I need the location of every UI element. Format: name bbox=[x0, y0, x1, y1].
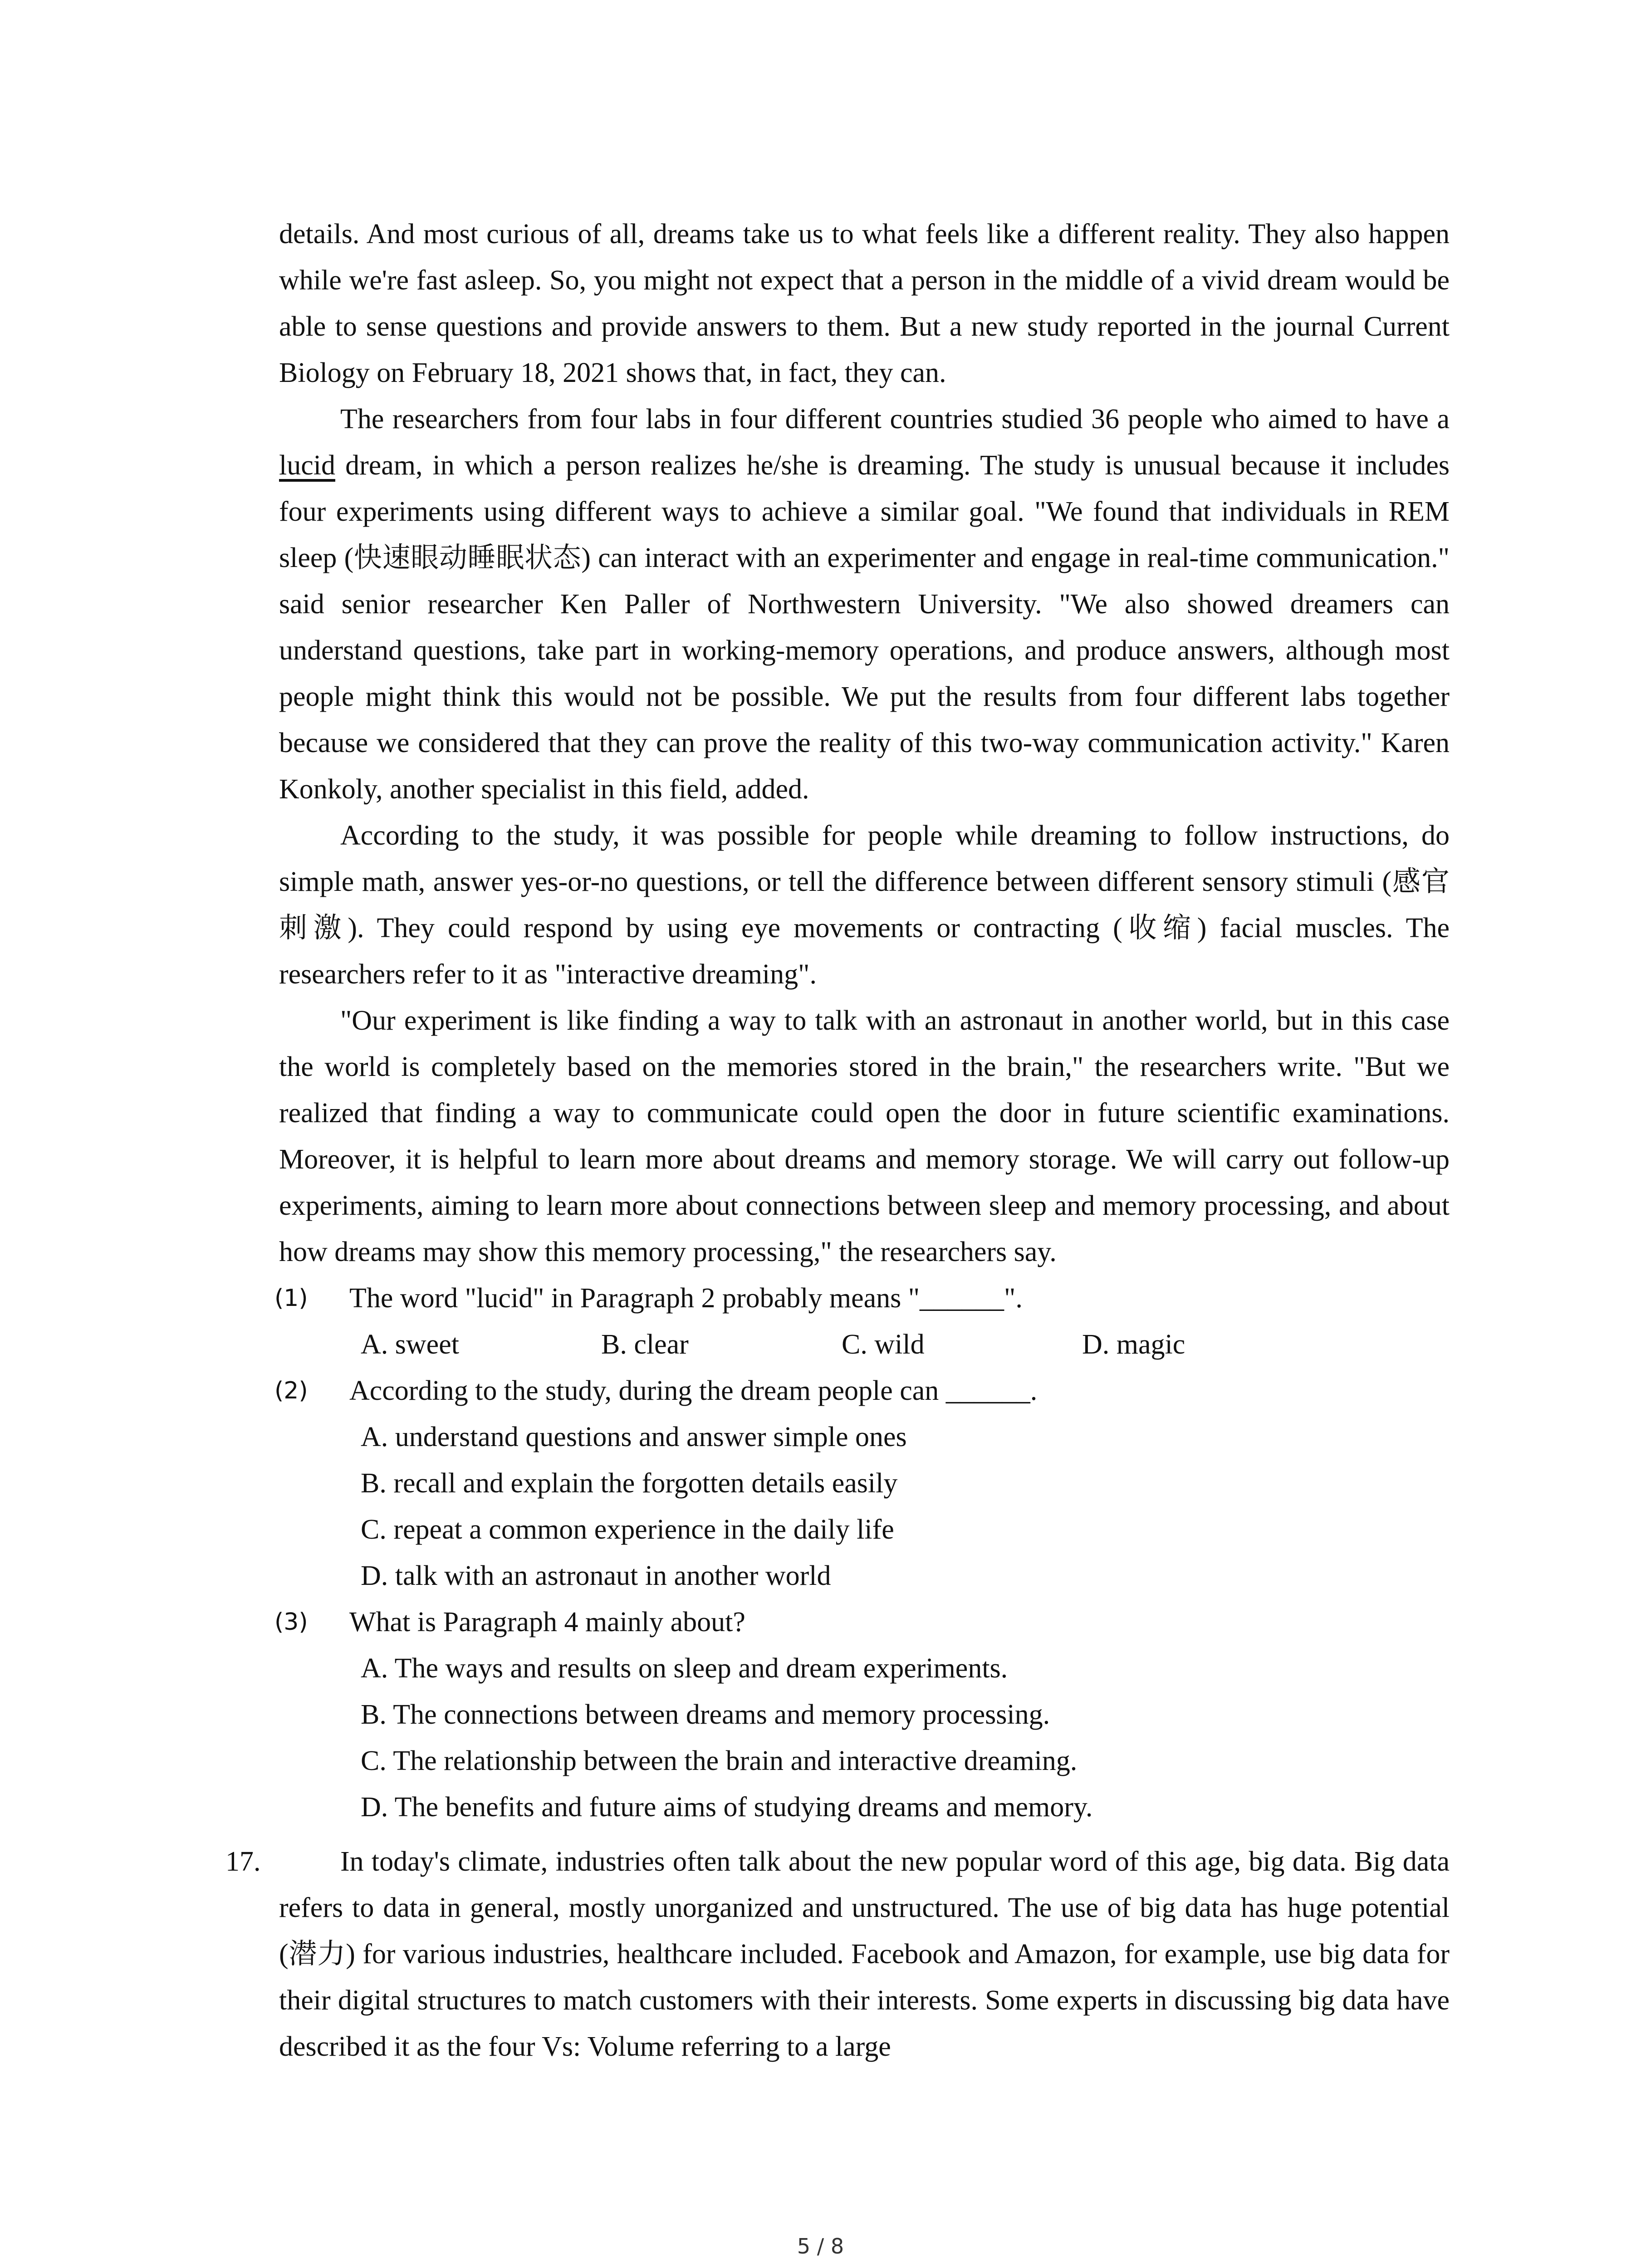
option-b: B. clear bbox=[601, 1329, 689, 1360]
option-c: C. repeat a common experience in the daily life bbox=[361, 1514, 894, 1545]
option-d: D. magic bbox=[1082, 1329, 1185, 1360]
question-stem: What is Paragraph 4 mainly about? bbox=[349, 1607, 745, 1637]
question-number: (2) bbox=[274, 1377, 308, 1404]
question-1 bbox=[274, 1275, 1450, 1321]
option-d: D. talk with an astronaut in another world bbox=[361, 1560, 831, 1591]
passage-paragraph-2 bbox=[279, 396, 1450, 812]
passage-paragraph-1: details. And most curious of all, dreams take us to what feels like a different reality. They also happen while we're fast asleep. So, you might not expect that a person in the middle of a vivid dream would be able to sense questions and provide answers to them. But a new study reported in the journal Current Biology on February 18, 2021 shows that, in fact, they can. bbox=[279, 219, 1450, 388]
question-number: 17. bbox=[225, 1846, 261, 1877]
passage-paragraph-4: "Our experiment is like finding a way to talk with an astronaut in another world, but in this case the world is completely based on the memories stored in the brain," the researchers write. "But we realized that finding a way to communicate could open the door in future scientific examinations. Moreover, it is helpful to learn more about dreams and memory storage. We will carry out follow-up experiments, aiming to learn more about connections between sleep and memory processing, and about how dreams may show this memory processing," the researchers say. bbox=[279, 1005, 1450, 1267]
paragraph-2-text-end: dream, in which a person realizes he/she is dreaming. The study is unusual because it includes four experiments using different ways to achieve a similar goal. "We found that individuals in REM sleep (快速眼动睡眠状态) can interact with an experimenter and engage in real-time communication." said senior researcher Ken Paller of Northwestern University. "We also showed dreamers can understand questions, take part in working-memory operations, and produce answers, although most people might think this would not be possible. We put the results from four different labs together because we considered that they can prove the reality of this two-way communication activity." Karen Konkoly, another specialist in this field, added. bbox=[279, 450, 1450, 805]
question-3-options bbox=[279, 1645, 1450, 1830]
question-1-options bbox=[279, 1321, 1450, 1368]
option-a: A. understand questions and answer simple ones bbox=[361, 1422, 907, 1452]
paragraph-2-text-start: The researchers from four labs in four different countries studied 36 people who aimed to have a bbox=[340, 404, 1450, 435]
question-17 bbox=[225, 1838, 1450, 2070]
question-3 bbox=[274, 1599, 1450, 1645]
option-a: A. The ways and results on sleep and dream experiments. bbox=[361, 1653, 1008, 1684]
question-17-passage: In today's climate, industries often talk about the new popular word of this age, big data. Big data refers to data in general, mostly unorganized and unstructured. The use of big data has huge potential (潜力) for various industries, healthcare included. Facebook and Amazon, for example, use big data for their digital structures to match customers with their interests. Some experts in discussing big data have described it as the four Vs: Volume referring to a large bbox=[279, 1846, 1450, 2062]
option-c: C. The relationship between the brain and interactive dreaming. bbox=[361, 1745, 1078, 1776]
question-number: (1) bbox=[274, 1285, 308, 1312]
option-a: A. sweet bbox=[361, 1329, 459, 1360]
page-number: 5 / 8 bbox=[797, 2234, 844, 2258]
question-stem: The word "lucid" in Paragraph 2 probably means "______". bbox=[349, 1283, 1023, 1314]
option-d: D. The benefits and future aims of studying dreams and memory. bbox=[361, 1792, 1093, 1823]
option-b: B. The connections between dreams and memory processing. bbox=[361, 1699, 1050, 1730]
underlined-word-lucid: lucid bbox=[279, 450, 335, 481]
option-c: C. wild bbox=[842, 1329, 925, 1360]
option-b: B. recall and explain the forgotten details easily bbox=[361, 1468, 898, 1499]
passage-paragraph-3: According to the study, it was possible for people while dreaming to follow instructions, do simple math, answer yes-or-no questions, or tell the difference between different sensory stimuli (感官刺激). They could respond by using eye movements or contracting (收缩) facial muscles. The researchers refer to it as "interactive dreaming". bbox=[279, 820, 1450, 990]
question-number: (3) bbox=[274, 1608, 308, 1636]
question-2 bbox=[274, 1368, 1450, 1414]
question-stem: According to the study, during the dream people can ______. bbox=[349, 1375, 1038, 1406]
question-2-options bbox=[279, 1414, 1450, 1599]
page-content bbox=[225, 211, 1450, 2070]
